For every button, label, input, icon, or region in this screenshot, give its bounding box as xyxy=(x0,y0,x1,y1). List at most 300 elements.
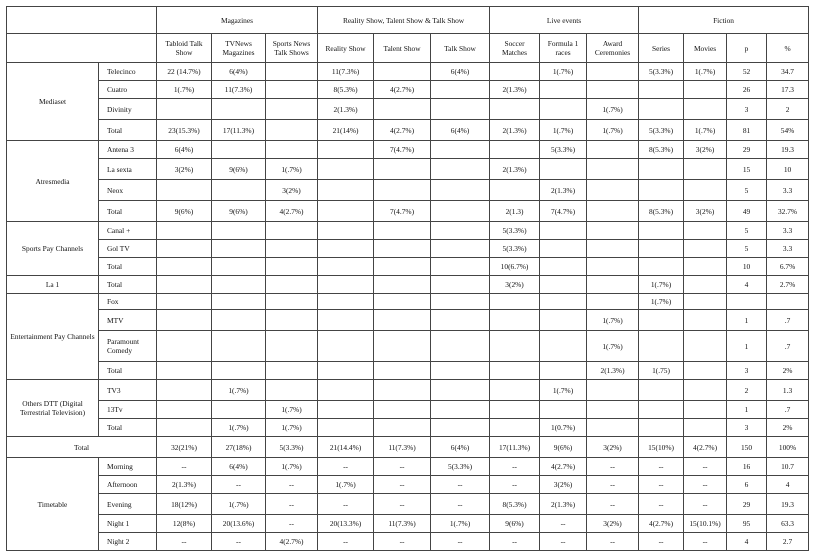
table-cell: -- xyxy=(266,515,318,533)
table-cell xyxy=(374,419,431,437)
table-row xyxy=(7,276,809,294)
row-label: Total xyxy=(99,362,157,380)
table-cell: -- xyxy=(490,458,540,476)
table-cell: -- xyxy=(374,494,431,515)
row-label: Night 1 xyxy=(99,515,157,533)
table-cell xyxy=(266,258,318,276)
table-cell: 17(11.3%) xyxy=(490,437,540,458)
column-header: Series xyxy=(639,34,684,63)
data-table xyxy=(6,6,809,551)
table-cell xyxy=(431,222,490,240)
cell-percent: 10 xyxy=(767,159,809,180)
table-cell: -- xyxy=(639,533,684,551)
table-cell xyxy=(212,222,266,240)
table-cell xyxy=(639,310,684,331)
table-cell xyxy=(374,294,431,310)
table-cell: 17(11.3%) xyxy=(212,120,266,141)
cell-p: 1 xyxy=(727,401,767,419)
table-cell: -- xyxy=(587,458,639,476)
table-cell xyxy=(212,180,266,201)
table-row xyxy=(7,99,809,120)
cell-percent: .7 xyxy=(767,401,809,419)
table-cell xyxy=(157,294,212,310)
cell-p: 95 xyxy=(727,515,767,533)
table-cell: 2(1.3%) xyxy=(157,476,212,494)
table-cell xyxy=(684,362,727,380)
table-cell: 21(14.4%) xyxy=(318,437,374,458)
row-label: Total xyxy=(99,120,157,141)
table-cell xyxy=(639,99,684,120)
table-cell: 1(.7%) xyxy=(157,81,212,99)
table-cell: 9(6%) xyxy=(157,201,212,222)
table-cell xyxy=(266,362,318,380)
table-cell: 3(2%) xyxy=(587,515,639,533)
table-cell xyxy=(212,362,266,380)
table-cell: 20(13.3%) xyxy=(318,515,374,533)
table-cell xyxy=(490,310,540,331)
table-cell: -- xyxy=(266,494,318,515)
table-cell xyxy=(639,331,684,362)
cell-percent: 10.7 xyxy=(767,458,809,476)
cell-percent: 17.3 xyxy=(767,81,809,99)
cell-percent: 19.3 xyxy=(767,141,809,159)
column-header: TVNews Magazines xyxy=(212,34,266,63)
table-cell xyxy=(266,81,318,99)
table-cell xyxy=(490,362,540,380)
table-cell: 1(.7%) xyxy=(540,380,587,401)
table-cell xyxy=(540,331,587,362)
table-cell xyxy=(540,276,587,294)
table-row xyxy=(7,362,809,380)
table-row xyxy=(7,81,809,99)
table-cell xyxy=(490,99,540,120)
cell-p: 16 xyxy=(727,458,767,476)
table-cell: 1(.7%) xyxy=(587,331,639,362)
cell-percent: 54% xyxy=(767,120,809,141)
table-cell xyxy=(266,141,318,159)
table-cell: -- xyxy=(431,494,490,515)
table-cell: 3(2%) xyxy=(266,180,318,201)
cell-p: 5 xyxy=(727,180,767,201)
column-header: Talent Show xyxy=(374,34,431,63)
table-row xyxy=(7,159,809,180)
table-cell: 1(.7%) xyxy=(212,494,266,515)
table-cell: 4(2.7%) xyxy=(540,458,587,476)
cell-percent xyxy=(767,294,809,310)
table-cell xyxy=(540,99,587,120)
table-cell: 4(2.7%) xyxy=(374,120,431,141)
table-row xyxy=(7,533,809,551)
table-cell: -- xyxy=(318,494,374,515)
table-cell xyxy=(587,401,639,419)
table-cell: 15(10%) xyxy=(639,437,684,458)
table-cell xyxy=(587,180,639,201)
table-cell xyxy=(490,180,540,201)
cell-percent: 3.3 xyxy=(767,180,809,201)
table-cell xyxy=(587,201,639,222)
column-header: Soccer Matches xyxy=(490,34,540,63)
table-row xyxy=(7,201,809,222)
table-cell xyxy=(639,401,684,419)
table-cell: 1(.7%) xyxy=(212,419,266,437)
table-cell xyxy=(431,81,490,99)
table-cell: -- xyxy=(431,533,490,551)
column-header: Sports News Talk Shows xyxy=(266,34,318,63)
row-label: Paramount Comedy xyxy=(99,331,157,362)
table-cell xyxy=(157,240,212,258)
cell-p: 52 xyxy=(727,63,767,81)
table-cell: -- xyxy=(639,494,684,515)
table-cell: 5(3.3%) xyxy=(490,222,540,240)
table-cell xyxy=(639,419,684,437)
column-header: Tabloid Talk Show xyxy=(157,34,212,63)
cell-percent: 3.3 xyxy=(767,222,809,240)
row-label: Cuatro xyxy=(99,81,157,99)
table-cell: 32(21%) xyxy=(157,437,212,458)
table-cell: 1(.7%) xyxy=(266,458,318,476)
table-cell xyxy=(540,81,587,99)
group-label-la-1: La 1 xyxy=(7,276,99,294)
table-cell: 8(5.3%) xyxy=(639,141,684,159)
table-cell xyxy=(318,294,374,310)
table-cell xyxy=(639,180,684,201)
table-row xyxy=(7,141,809,159)
table-cell: 11(7.3%) xyxy=(374,437,431,458)
group-header-live-events: Live events xyxy=(490,7,639,34)
row-label: Divinity xyxy=(99,99,157,120)
table-cell xyxy=(639,258,684,276)
column-header: % xyxy=(767,34,809,63)
table-cell xyxy=(639,159,684,180)
table-cell: 3(2%) xyxy=(587,437,639,458)
row-label: Neox xyxy=(99,180,157,201)
table-cell xyxy=(540,401,587,419)
table-cell xyxy=(157,331,212,362)
row-label: Telecinco xyxy=(99,63,157,81)
cell-percent: 6.7% xyxy=(767,258,809,276)
table-cell xyxy=(431,240,490,258)
table-cell: 1(.7%) xyxy=(587,99,639,120)
table-row xyxy=(7,380,809,401)
table-cell xyxy=(374,276,431,294)
table-row xyxy=(7,240,809,258)
table-cell xyxy=(540,222,587,240)
row-label: Canal + xyxy=(99,222,157,240)
table-cell: 9(6%) xyxy=(540,437,587,458)
column-header: Award Ceremonies xyxy=(587,34,639,63)
table-cell xyxy=(431,380,490,401)
row-label: Fox xyxy=(99,294,157,310)
cell-percent: 4 xyxy=(767,476,809,494)
table-cell xyxy=(374,380,431,401)
table-cell xyxy=(540,258,587,276)
table-cell xyxy=(266,222,318,240)
table-cell: 6(4%) xyxy=(212,458,266,476)
table-row xyxy=(7,310,809,331)
table-cell: -- xyxy=(157,533,212,551)
table-cell xyxy=(587,222,639,240)
table-cell xyxy=(212,141,266,159)
table-cell: 11(7.3%) xyxy=(374,515,431,533)
table-cell xyxy=(374,331,431,362)
row-label: Gol TV xyxy=(99,240,157,258)
cell-p: 3 xyxy=(727,99,767,120)
table-cell: 9(6%) xyxy=(212,159,266,180)
table-cell: -- xyxy=(374,458,431,476)
table-cell xyxy=(431,159,490,180)
table-cell xyxy=(318,276,374,294)
table-cell: 5(3.3%) xyxy=(639,63,684,81)
table-cell xyxy=(431,331,490,362)
table-cell xyxy=(684,99,727,120)
table-cell: 9(6%) xyxy=(490,515,540,533)
table-cell: 1(.7%) xyxy=(684,63,727,81)
row-label: Total xyxy=(99,258,157,276)
table-cell xyxy=(490,141,540,159)
table-row xyxy=(7,63,809,81)
row-label: La sexta xyxy=(99,159,157,180)
table-cell xyxy=(157,276,212,294)
cell-p: 4 xyxy=(727,533,767,551)
cell-percent: 2 xyxy=(767,99,809,120)
row-label: 13Tv xyxy=(99,401,157,419)
table-cell: 1(.75) xyxy=(639,362,684,380)
table-cell xyxy=(318,141,374,159)
table-cell: 6(4%) xyxy=(431,120,490,141)
table-cell: -- xyxy=(540,533,587,551)
table-cell: -- xyxy=(212,476,266,494)
cell-p: 4 xyxy=(727,276,767,294)
table-cell: 11(7.3%) xyxy=(318,63,374,81)
table-cell: -- xyxy=(684,476,727,494)
cell-percent: .7 xyxy=(767,310,809,331)
table-cell: 1(.7%) xyxy=(540,63,587,81)
table-cell: -- xyxy=(490,476,540,494)
table-cell: -- xyxy=(266,476,318,494)
cell-percent: 2.7 xyxy=(767,533,809,551)
table-row xyxy=(7,515,809,533)
cell-p xyxy=(727,294,767,310)
cell-percent: 19.3 xyxy=(767,494,809,515)
table-cell: 5(3.3%) xyxy=(431,458,490,476)
group-label-mediaset: Mediaset xyxy=(7,63,99,141)
table-cell: 11(7.3%) xyxy=(212,81,266,99)
table-cell xyxy=(431,258,490,276)
table-cell xyxy=(318,201,374,222)
table-cell: -- xyxy=(374,533,431,551)
table-cell xyxy=(684,240,727,258)
table-cell xyxy=(157,362,212,380)
table-cell xyxy=(157,401,212,419)
table-cell: 6(4%) xyxy=(157,141,212,159)
table-cell xyxy=(212,99,266,120)
table-cell: 15(10.1%) xyxy=(684,515,727,533)
group-label-others-dtt-digital-terrestrial-television: Others DTT (Digital Terrestrial Television) xyxy=(7,380,99,437)
table-cell xyxy=(684,258,727,276)
table-cell xyxy=(157,222,212,240)
table-cell: 5(3.3%) xyxy=(639,120,684,141)
group-header-row xyxy=(7,7,809,34)
table-cell xyxy=(431,180,490,201)
table-cell xyxy=(587,380,639,401)
table-cell xyxy=(374,63,431,81)
column-header: Movies xyxy=(684,34,727,63)
row-label: Afternoon xyxy=(99,476,157,494)
row-label: Morning xyxy=(99,458,157,476)
table-cell xyxy=(212,331,266,362)
table-cell xyxy=(266,380,318,401)
table-cell: 1(0.7%) xyxy=(540,419,587,437)
table-cell xyxy=(157,99,212,120)
table-cell: 27(18%) xyxy=(212,437,266,458)
table-cell: 1(.7%) xyxy=(431,515,490,533)
grand-total-row xyxy=(7,437,809,458)
table-cell xyxy=(490,63,540,81)
table-cell xyxy=(374,362,431,380)
column-header: Reality Show xyxy=(318,34,374,63)
table-cell xyxy=(587,276,639,294)
table-cell: 1(.7%) xyxy=(684,120,727,141)
table-cell xyxy=(684,331,727,362)
table-cell: 1(.7%) xyxy=(212,380,266,401)
table-cell xyxy=(684,419,727,437)
table-cell xyxy=(212,401,266,419)
column-header: Formula 1 races xyxy=(540,34,587,63)
table-cell xyxy=(318,331,374,362)
table-row xyxy=(7,331,809,362)
table-cell xyxy=(318,222,374,240)
table-cell xyxy=(540,310,587,331)
cell-percent: 34.7 xyxy=(767,63,809,81)
row-label: TV3 xyxy=(99,380,157,401)
table-cell xyxy=(587,419,639,437)
column-header: Talk Show xyxy=(431,34,490,63)
table-cell: 1(.7%) xyxy=(540,120,587,141)
table-cell: 1(.7%) xyxy=(266,159,318,180)
cell-p: 6 xyxy=(727,476,767,494)
group-label-sports-pay-channels: Sports Pay Channels xyxy=(7,222,99,276)
table-cell: -- xyxy=(490,533,540,551)
table-cell: 1(.7%) xyxy=(318,476,374,494)
column-header-row xyxy=(7,34,809,63)
table-cell xyxy=(639,222,684,240)
table-cell: 3(2%) xyxy=(540,476,587,494)
table-cell: 10(6.7%) xyxy=(490,258,540,276)
table-row xyxy=(7,222,809,240)
table-cell: 12(8%) xyxy=(157,515,212,533)
table-cell: -- xyxy=(684,458,727,476)
table-cell xyxy=(318,310,374,331)
table-cell xyxy=(540,294,587,310)
table-cell xyxy=(374,159,431,180)
table-cell xyxy=(431,310,490,331)
grand-total-label: Total xyxy=(7,437,157,458)
table-cell xyxy=(639,81,684,99)
table-cell: 7(4.7%) xyxy=(374,141,431,159)
cell-percent: 32.7% xyxy=(767,201,809,222)
cell-percent: .7 xyxy=(767,331,809,362)
table-cell xyxy=(318,159,374,180)
table-cell xyxy=(490,419,540,437)
table-cell xyxy=(431,419,490,437)
table-cell: -- xyxy=(157,458,212,476)
table-cell: 18(12%) xyxy=(157,494,212,515)
cell-p: 26 xyxy=(727,81,767,99)
table-cell xyxy=(684,180,727,201)
group-header-reality: Reality Show, Talent Show & Talk Show xyxy=(318,7,490,34)
table-cell xyxy=(374,310,431,331)
corner-cell xyxy=(7,34,157,63)
cell-percent: 100% xyxy=(767,437,809,458)
table-cell: 5(3.3%) xyxy=(540,141,587,159)
table-cell: -- xyxy=(587,494,639,515)
table-cell xyxy=(212,294,266,310)
cell-percent: 2% xyxy=(767,362,809,380)
table-cell xyxy=(540,159,587,180)
table-cell xyxy=(540,240,587,258)
table-cell: 2(1.3) xyxy=(490,201,540,222)
group-label-entertainment-pay-channels: Entertainment Pay Channels xyxy=(7,294,99,380)
table-cell xyxy=(587,63,639,81)
table-cell xyxy=(212,258,266,276)
table-row xyxy=(7,494,809,515)
cell-percent: 1.3 xyxy=(767,380,809,401)
table-cell xyxy=(212,276,266,294)
group-header-fiction: Fiction xyxy=(639,7,809,34)
table-cell xyxy=(639,240,684,258)
table-cell xyxy=(684,310,727,331)
cell-p: 29 xyxy=(727,141,767,159)
table-cell xyxy=(684,81,727,99)
cell-percent: 63.3 xyxy=(767,515,809,533)
table-cell: 1(.7%) xyxy=(266,401,318,419)
table-cell xyxy=(431,201,490,222)
table-cell xyxy=(431,362,490,380)
table-cell xyxy=(684,401,727,419)
table-row xyxy=(7,458,809,476)
table-cell: 9(6%) xyxy=(212,201,266,222)
table-cell xyxy=(266,120,318,141)
table-cell: 3(2%) xyxy=(684,201,727,222)
row-label: Total xyxy=(99,276,157,294)
table-cell xyxy=(490,401,540,419)
group-header-magazines: Magazines xyxy=(157,7,318,34)
table-cell xyxy=(157,180,212,201)
table-cell: 8(5.3%) xyxy=(318,81,374,99)
table-cell xyxy=(157,419,212,437)
table-cell xyxy=(431,401,490,419)
table-cell xyxy=(431,99,490,120)
table-cell: 2(1.3%) xyxy=(490,81,540,99)
table-cell: 4(2.7%) xyxy=(639,515,684,533)
table-cell: 6(4%) xyxy=(431,63,490,81)
group-label-timetable: Timetable xyxy=(7,458,99,551)
table-cell: 21(14%) xyxy=(318,120,374,141)
table-cell xyxy=(212,310,266,331)
cell-p: 29 xyxy=(727,494,767,515)
table-cell xyxy=(587,141,639,159)
table-cell: 2(1.3%) xyxy=(318,99,374,120)
table-cell: 3(2%) xyxy=(490,276,540,294)
table-cell xyxy=(374,180,431,201)
table-cell xyxy=(318,401,374,419)
table-cell xyxy=(684,276,727,294)
table-cell: 2(1.3%) xyxy=(587,362,639,380)
table-cell: 4(2.7%) xyxy=(684,437,727,458)
column-header: p xyxy=(727,34,767,63)
table-cell xyxy=(212,240,266,258)
table-cell: 4(2.7%) xyxy=(266,533,318,551)
